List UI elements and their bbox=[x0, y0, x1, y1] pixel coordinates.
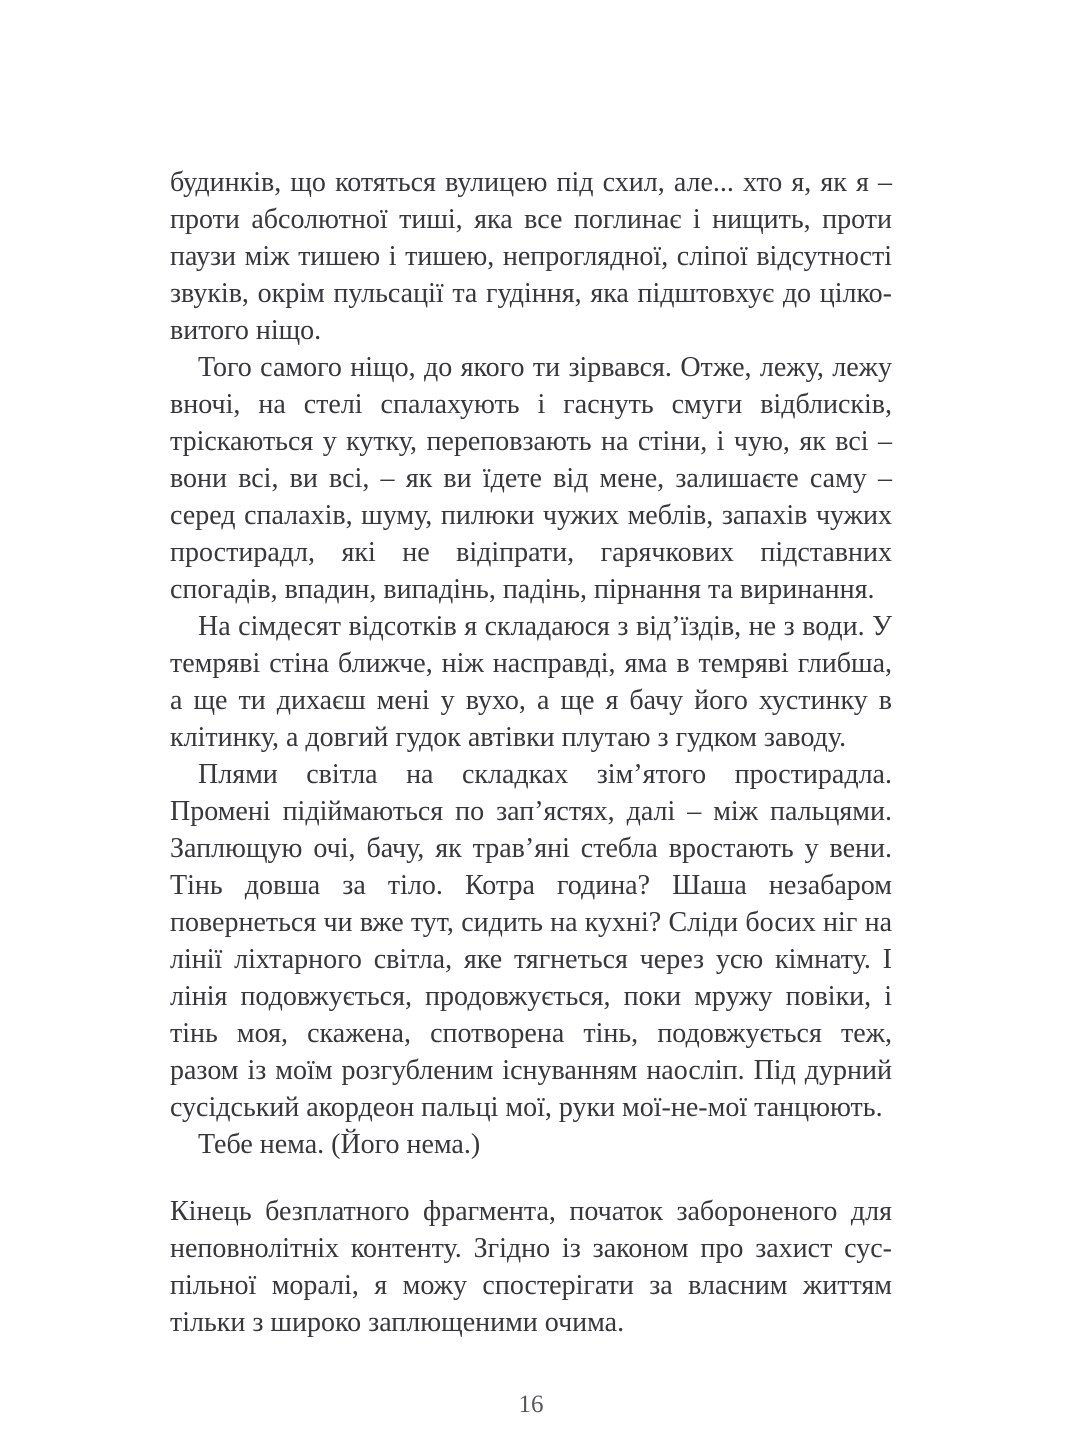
page-number: 16 bbox=[518, 1391, 544, 1418]
page-text-block bbox=[170, 164, 892, 1341]
paragraph-2: Того самого ніщо, до якого ти зірвався. Отже, лежу, лежу вночі, на стелі спалахують і гаснуть смуги відблисків, тріскаються у кутку, переповзають на стіни, і чую, як всі – вони всі, ви всі, – як ви їдете від мене, залишаєте саму – серед спалахів, шуму, пилюки чужих меблів, запахів чужих простирадл, які не відіпрати, гарячкових підставних спогадів, впадин, випадінь, падінь, пірнання та виринання. bbox=[170, 352, 892, 605]
paragraph-5: Тебе нема. (Його нема.) bbox=[198, 1129, 481, 1160]
paragraph-free-fragment-notice: Кінець безплатного фрагмента, початок забороненого для неповнолітніх контенту. Згідно із законом про захист суспільної моралі, я можу спостерігати за власним життям тільки з широко заплющеними очима. bbox=[170, 1196, 892, 1338]
paragraph-4: Плями світла на складках зім’ятого простирадла. Промені підіймаються по зап’ястях, далі – між пальцями. Заплющую очі, бачу, як трав’яні стебла вростають у вени. Тінь довша за тіло. Котра година? Шаша незабаром повернеться чи вже тут, сидить на кухні? Сліди босих ніг на лінії ліхтарного світла, яке тягнеться через усю кімнату. І лінія подовжується, продовжується, поки мружу повіки, і тінь моя, скажена, спотворена тінь, подовжується теж, разом із моїм розгубленим існуванням наосліп. Під дурний сусідський акордеон пальці мої, руки мої-не-мої танцюють. bbox=[170, 759, 892, 1123]
paragraph-continuation: будинків, що котяться вулицею під схил, але... хто я, як я – проти абсолютної тиші, яка все поглинає і нищить, проти паузи між тишею і тишею, непроглядної, сліпої відсутності звуків, окрім пульсації та гудіння, яка підштовхує до цілковитого ніщо. bbox=[170, 167, 892, 346]
paragraph-3: На сімдесят відсотків я складаюся з від’їздів, не з води. У темряві стіна ближче, ніж насправді, яма в темряві глибша, а ще ти дихаєш мені у вухо, а ще я бачу його хустинку в клітинку, а довгий гудок автівки плутаю з гудком заводу. bbox=[170, 611, 892, 753]
